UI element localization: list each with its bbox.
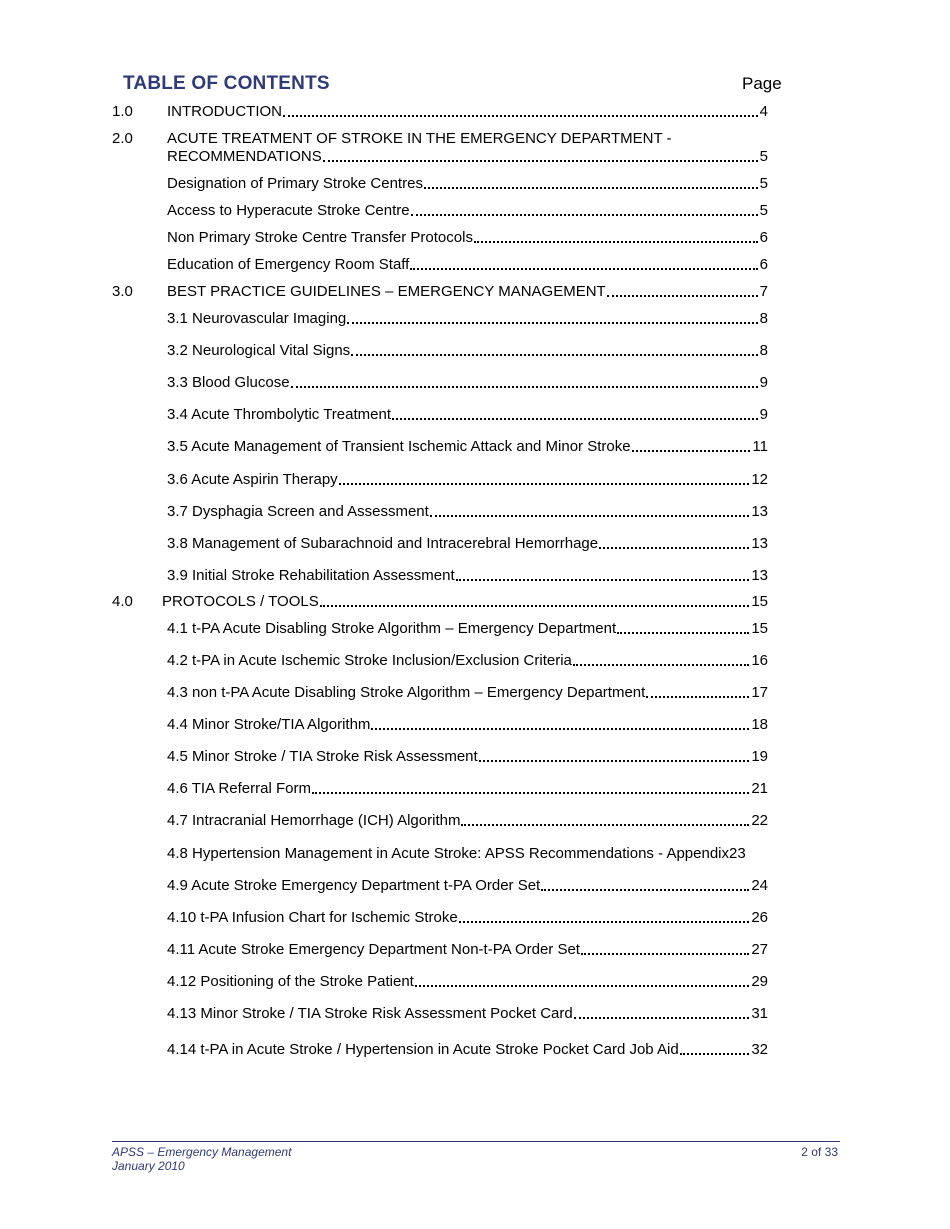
page-number: 13 — [751, 567, 768, 584]
page-number: 27 — [751, 941, 768, 958]
page-number: 13 — [751, 503, 768, 520]
entry-label: RECOMMENDATIONS — [167, 148, 322, 165]
dot-leader — [312, 791, 749, 794]
dot-leader — [323, 159, 758, 162]
entry-label: Education of Emergency Room Staff — [167, 256, 410, 273]
page-number: 7 — [759, 283, 768, 300]
dot-leader — [459, 920, 750, 923]
page-number: 19 — [751, 748, 768, 765]
footer-divider — [112, 1141, 840, 1142]
page-number: 24 — [751, 877, 768, 894]
entry-label: Non Primary Stroke Centre Transfer Protocols — [167, 229, 473, 246]
dot-leader — [351, 353, 757, 356]
footer-page-count: 2 of 33 — [801, 1145, 838, 1159]
page-number: 5 — [759, 148, 768, 165]
footer-info — [112, 1145, 291, 1173]
section-number: 2.0 — [112, 130, 133, 147]
page-number: 11 — [752, 438, 768, 455]
page-number: 17 — [751, 684, 768, 701]
page-number: 18 — [751, 716, 768, 733]
page-number: 9 — [759, 406, 768, 423]
entry-label: 3.3 Blood Glucose — [167, 374, 290, 391]
dot-leader — [291, 385, 758, 388]
page-number: 16 — [751, 652, 768, 669]
entry-label: PROTOCOLS / TOOLS — [162, 593, 319, 610]
entry-label: 3.6 Acute Aspirin Therapy — [167, 471, 338, 488]
page-number: 8 — [759, 310, 768, 327]
page-number: 8 — [759, 342, 768, 359]
page-number: 23 — [729, 845, 746, 862]
entry-label: 3.7 Dysphagia Screen and Assessment — [167, 503, 429, 520]
page-number: 21 — [751, 780, 768, 797]
entry-label: 4.3 non t-PA Acute Disabling Stroke Algorithm – Emergency Department — [167, 684, 646, 701]
entry-label: BEST PRACTICE GUIDELINES – EMERGENCY MANAGEMENT — [167, 283, 606, 300]
dot-leader — [347, 321, 757, 324]
entry-label: INTRODUCTION — [167, 103, 282, 120]
entry-label: 4.1 t-PA Acute Disabling Stroke Algorithm – Emergency Department — [167, 620, 617, 637]
page-number: 4 — [759, 103, 768, 120]
dot-leader — [479, 759, 750, 762]
page-number: 6 — [759, 229, 768, 246]
entry-label: 4.8 Hypertension Management in Acute Stroke: APSS Recommendations - Appendix — [167, 845, 729, 862]
dot-leader — [607, 294, 758, 297]
entry-label: 4.10 t-PA Infusion Chart for Ischemic Stroke — [167, 909, 458, 926]
page-number: 32 — [751, 1041, 768, 1058]
dot-leader — [541, 888, 749, 891]
dot-leader — [415, 984, 749, 987]
page-number: 6 — [759, 256, 768, 273]
dot-leader — [599, 546, 749, 549]
dot-leader — [410, 267, 757, 270]
entry-label: 3.5 Acute Management of Transient Ischemic Attack and Minor Stroke — [167, 438, 631, 455]
dot-leader — [392, 417, 758, 420]
dot-leader — [632, 449, 751, 452]
entry-label: 4.2 t-PA in Acute Ischemic Stroke Inclusion/Exclusion Criteria — [167, 652, 572, 669]
entry-label: 4.12 Positioning of the Stroke Patient — [167, 973, 414, 990]
dot-leader — [424, 186, 758, 189]
entry-label: 4.6 TIA Referral Form — [167, 780, 311, 797]
toc-entry[interactable] — [112, 130, 768, 166]
entry-label: 4.13 Minor Stroke / TIA Stroke Risk Assessment Pocket Card — [167, 1005, 573, 1022]
page-number: 13 — [751, 535, 768, 552]
page-number: 22 — [751, 812, 768, 829]
section-number: 1.0 — [112, 103, 133, 120]
entry-label: 4.4 Minor Stroke/TIA Algorithm — [167, 716, 371, 733]
entry-label: 4.14 t-PA in Acute Stroke / Hypertension in Acute Stroke Pocket Card Job Aid — [167, 1041, 679, 1058]
dot-leader — [320, 604, 750, 607]
dot-leader — [456, 578, 750, 581]
section-number: 4.0 — [112, 593, 133, 610]
dot-leader — [339, 482, 750, 485]
page-number: 9 — [759, 374, 768, 391]
entry-label: 3.2 Neurological Vital Signs — [167, 342, 351, 359]
page-number: 15 — [751, 620, 768, 637]
footer-date: January 2010 — [112, 1159, 185, 1173]
page-number: 15 — [751, 593, 768, 610]
entry-label: Access to Hyperacute Stroke Centre — [167, 202, 410, 219]
entry-label-line1: ACUTE TREATMENT OF STROKE IN THE EMERGENCY DEPARTMENT - — [167, 130, 672, 147]
dot-leader — [371, 727, 749, 730]
page-number: 29 — [751, 973, 768, 990]
page-number: 5 — [759, 175, 768, 192]
entry-label: 4.9 Acute Stroke Emergency Department t-PA Order Set — [167, 877, 541, 894]
entry-label: 4.11 Acute Stroke Emergency Department Non-t-PA Order Set — [167, 941, 580, 958]
dot-leader — [430, 514, 749, 517]
toc-title: TABLE OF CONTENTS — [123, 73, 330, 94]
dot-leader — [680, 1052, 750, 1055]
page-number: 26 — [751, 909, 768, 926]
entry-label: 3.1 Neurovascular Imaging — [167, 310, 347, 327]
dot-leader — [617, 631, 749, 634]
entry-label: Designation of Primary Stroke Centres — [167, 175, 423, 192]
entry-label: 3.8 Management of Subarachnoid and Intracerebral Hemorrhage — [167, 535, 599, 552]
footer-document-name: APSS – Emergency Management — [112, 1145, 292, 1159]
page-number: 31 — [751, 1005, 768, 1022]
dot-leader — [461, 823, 749, 826]
dot-leader — [581, 952, 749, 955]
dot-leader — [573, 663, 749, 666]
page-column-header: Page — [742, 74, 782, 93]
dot-leader — [574, 1016, 750, 1019]
page-number: 5 — [759, 202, 768, 219]
dot-leader — [283, 114, 758, 117]
section-number: 3.0 — [112, 283, 133, 300]
dot-leader — [474, 240, 758, 243]
dot-leader — [646, 695, 749, 698]
dot-leader — [411, 213, 758, 216]
entry-label: 4.5 Minor Stroke / TIA Stroke Risk Assessment — [167, 748, 478, 765]
entry-label: 4.7 Intracranial Hemorrhage (ICH) Algorithm — [167, 812, 461, 829]
page-number: 12 — [751, 471, 768, 488]
entry-label: 3.9 Initial Stroke Rehabilitation Assessment — [167, 567, 455, 584]
entry-label: 3.4 Acute Thrombolytic Treatment — [167, 406, 391, 423]
